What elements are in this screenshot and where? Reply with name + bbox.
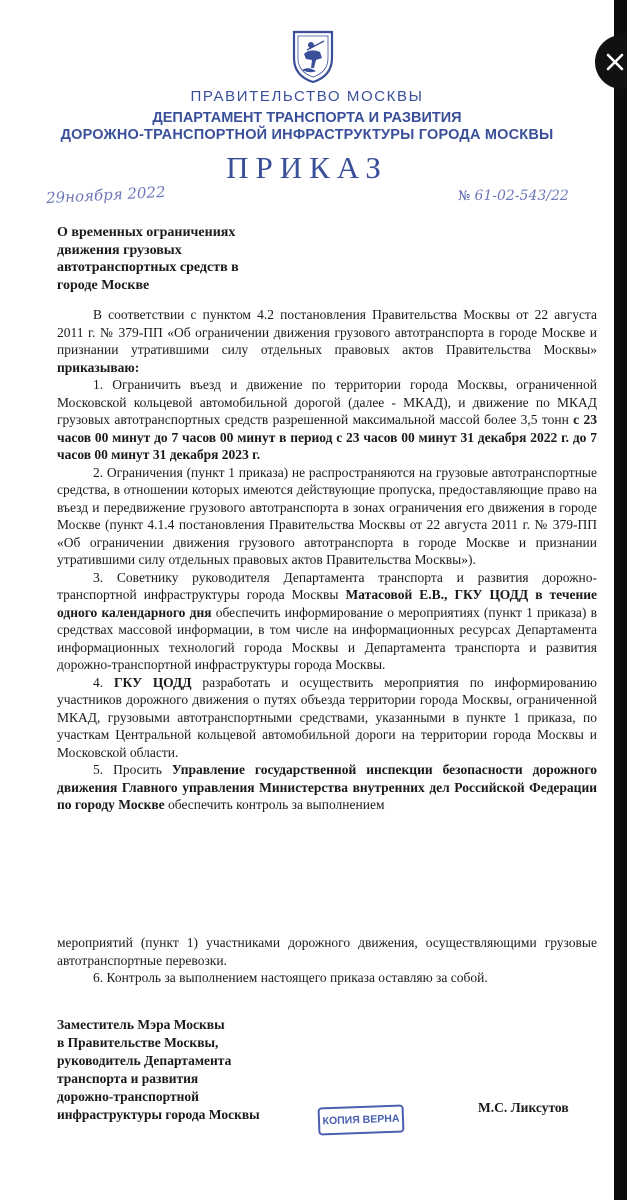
paragraph-3 [57, 569, 597, 674]
signatory-title [57, 1016, 297, 1124]
signatory-line: инфраструктуры города Москвы [57, 1107, 260, 1122]
handwritten-order-number: 61-02-543/22 [474, 188, 569, 204]
paragraph-3-text-b: обеспечить информирование о мероприятиях (пункт 1 приказа) в средствах массовой информации, в том числе на информационных ресурсах Департамента информационных технологий города Москвы и Департамента транспорта и развития дорожно-транспортной инфраструктуры города Москвы. [57, 604, 597, 672]
order-body [57, 306, 597, 814]
signatory-line: транспорта и развития [57, 1071, 199, 1086]
signer-name: М.С. Ликсутов [478, 1100, 569, 1115]
preamble-paragraph [57, 306, 597, 376]
paragraph-3-responsible: Матасовой Е.В., ГКУ ЦОДД в течение одного календарного дня [57, 587, 597, 620]
close-icon [605, 52, 625, 72]
order-number [458, 188, 569, 204]
signatory-line: в Правительстве Москвы, [57, 1035, 219, 1050]
order-body-continuation [57, 934, 597, 987]
department-name-line1: ДЕПАРТАМЕНТ ТРАНСПОРТА И РАЗВИТИЯ [152, 110, 462, 126]
paragraph-5-number: 5. Просить [93, 762, 172, 777]
preamble-order-word: приказываю: [57, 359, 140, 375]
handwritten-date: 29ноября 2022 [45, 182, 166, 208]
order-subject: О временных ограничениях движения грузовых автотранспортных средств в городе Москве [57, 225, 239, 293]
paragraph-4-number: 4. [93, 674, 114, 690]
paragraph-5-responsible: Управление государственной инспекции безопасности дорожного движения Главного управления Министерства внутренних дел Российской Федерации по городу Москве [57, 762, 597, 812]
paragraph-1-text: 1. Ограничить въезд и движение по территории города Москвы, ограниченной Московской кольцевой автомобильной дорогой (далее - МКАД), и движение по МКАД грузовых автотранспортных средств разрешенной максимальной массой более 3,5 тонн [57, 377, 597, 427]
signatory-line: дорожно-транспортной [57, 1089, 199, 1104]
paragraph-6: 6. Контроль за выполнением настоящего приказа оставляю за собой. [93, 970, 488, 985]
viewer-background [614, 0, 627, 1200]
paragraph-5-continuation: мероприятий (пункт 1) участниками дорожного движения, осуществляющими грузовые автотранспортные перевозки. [57, 935, 597, 968]
number-prefix: № [458, 189, 471, 204]
paragraph-5 [57, 761, 597, 814]
moscow-coat-of-arms-icon [290, 28, 336, 84]
paragraph-1-period: с 23 часов 00 минут до 7 часов 00 минут в период с 23 часов 00 минут 31 декабря 2022 г. до 7 часов 00 минут 31 декабря 2023 г. [57, 412, 598, 462]
preamble-text: В соответствии с пунктом 4.2 постановления Правительства Москвы от 22 августа 2011 г. № 379-ПП «Об ограничении движения грузового автотранспорта в городе Москве и признании утратившими силу отдельных правовых актов Правительства Москвы» [57, 307, 597, 357]
signatory-line: Заместитель Мэра Москвы [57, 1017, 225, 1032]
paragraph-1 [57, 376, 597, 464]
signatory-line: руководитель Департамента [57, 1053, 232, 1068]
department-name-line2: ДОРОЖНО-ТРАНСПОРТНОЙ ИНФРАСТРУКТУРЫ ГОРОДА МОСКВЫ [60, 127, 554, 143]
paragraph-2: 2. Ограничения (пункт 1 приказа) не распространяются на грузовые автотранспортные средства, в отношении которых имеются действующие пропуска, предоставляющие право на въезд и передвижение грузового автотранспорта в зонах ограничения его движения в городе Москве (пункт 4.1.4 постановления Правительства Москвы от 22 августа 2011 г. № 379-ПП «Об ограничении движения грузового автотранспорта в городе Москве и признании утратившими силу отдельных правовых актов Правительства Москвы»). [57, 464, 597, 567]
paragraph-4-responsible: ГКУ ЦОДД [113, 674, 192, 690]
paragraph-5-text: обеспечить контроль за выполнением [164, 797, 385, 812]
paragraph-3-text-a: 3. Советнику руководителя Департамента транспорта и развития дорожно-транспортной инфраструктуры города Москвы [57, 569, 597, 602]
paragraph-4 [57, 674, 597, 762]
paragraph-4-text: разработать и осуществить мероприятия по информированию участников дорожного движения о путях объезда территории города Москвы, ограниченной МКАД, грузовыми автотранспортными средствами, указанными в пункте 1 приказа, по участкам Центральной кольцевой автомобильной дороги на территории города Москвы и Московской области. [57, 674, 598, 760]
certified-copy-stamp: КОПИЯ ВЕРНА [318, 1105, 405, 1136]
government-title: ПРАВИТЕЛЬСТВО МОСКВЫ [190, 88, 424, 105]
document-type-title: ПРИКАЗ [226, 150, 388, 185]
